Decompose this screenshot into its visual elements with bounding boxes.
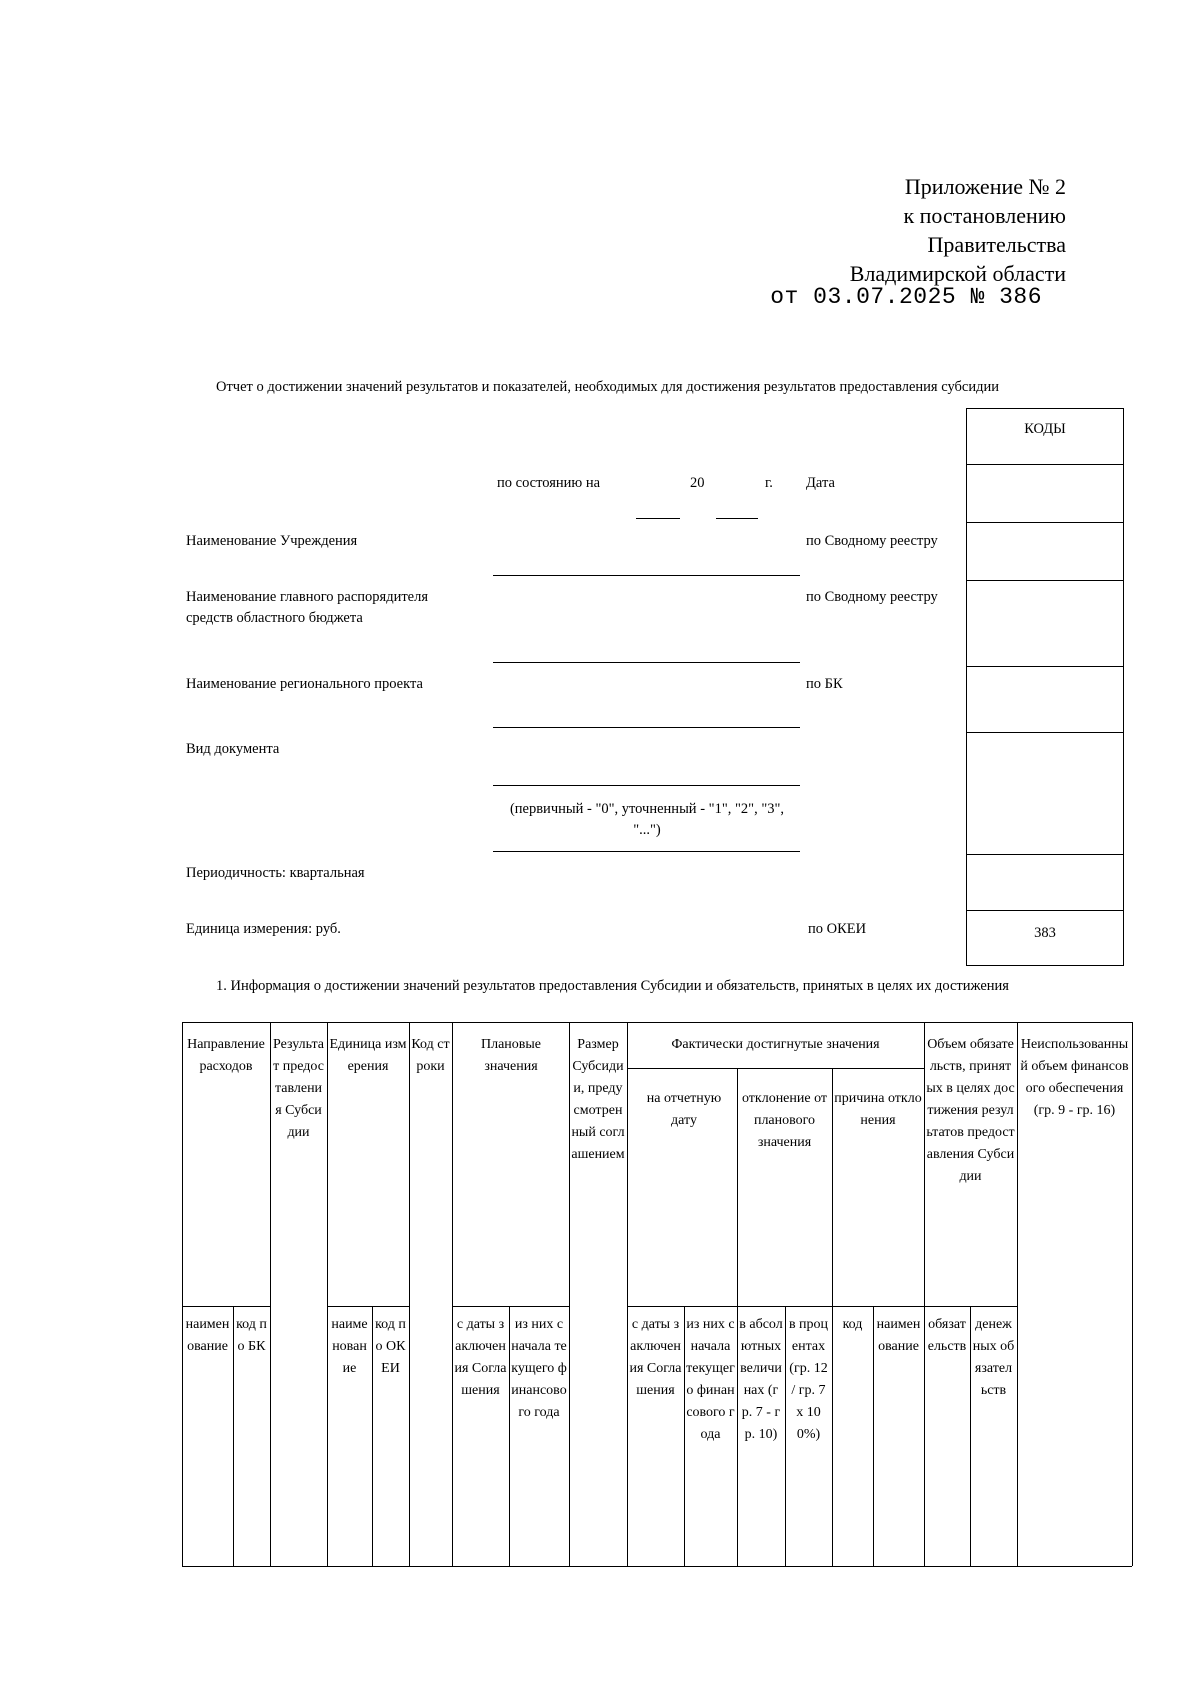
header-unused: Неиспользованный объем финансового обеспечения (гр. 9 - гр. 16) — [1020, 1037, 1129, 1118]
col-rule — [1132, 1022, 1133, 1566]
header-deviation: отклонение от планового значения — [741, 1091, 828, 1150]
codes-doctype-cell — [967, 733, 1123, 855]
col-rule — [509, 1306, 510, 1566]
col-rule — [182, 1022, 183, 1566]
codes-project-cell — [967, 667, 1123, 733]
codes-date-cell — [967, 465, 1123, 523]
header-planned: Плановые значения — [480, 1037, 542, 1074]
codes-manager-cell — [967, 581, 1123, 667]
header-actual: Фактически достигнутые значения — [671, 1037, 880, 1052]
sub-fact-year: из них с начала текущего финансового года — [686, 1317, 735, 1442]
header-rule-direction — [182, 1306, 270, 1307]
col-rule — [924, 1022, 925, 1566]
col-rule — [1017, 1022, 1018, 1566]
appendix-line-4: Владимирской области — [849, 261, 1066, 286]
project-code-label: по БК — [806, 676, 843, 692]
manager-code-label: по Сводному реестру — [806, 589, 938, 605]
col-rule — [452, 1022, 453, 1566]
sub-fact-since: с даты заключения Соглашения — [629, 1317, 682, 1398]
decree-date-number: от 03.07.2025 № 386 — [770, 284, 1042, 310]
sub-pct: в процентах (гр. 12 / гр. 7 x 100%) — [788, 1317, 829, 1442]
project-field-line — [493, 727, 800, 728]
header-result: Результат предоставления Субсидии — [273, 1037, 324, 1140]
col-rule — [327, 1022, 328, 1566]
col-rule — [684, 1306, 685, 1566]
institution-field-line — [493, 575, 800, 576]
doctype-hint-line — [493, 851, 800, 852]
periodicity-label: Периодичность: квартальная — [186, 865, 365, 881]
doctype-label: Вид документа — [186, 741, 280, 757]
col-rule — [737, 1068, 738, 1566]
table-top-border — [182, 1022, 1132, 1023]
col-rule — [785, 1306, 786, 1566]
as-of-label: по состоянию на — [497, 475, 601, 491]
header-rule-planned — [452, 1306, 569, 1307]
codes-box — [966, 408, 1124, 966]
sub-obligations: обязательств — [927, 1317, 967, 1354]
sub-reason-code: код — [842, 1317, 863, 1332]
header-subsidy-size: Размер Субсидии, предусмотренный соглашением — [571, 1037, 625, 1162]
okei-label: по ОКЕИ — [808, 921, 867, 937]
header-rule-actual — [627, 1306, 1017, 1307]
institution-code-label: по Сводному реестру — [806, 533, 938, 549]
report-title: Отчет о достижении значений результатов и показателей, необходимых для достижения результатов предоставления субсидии — [216, 379, 999, 395]
col-rule — [409, 1022, 410, 1566]
sub-name: наименование — [185, 1317, 230, 1354]
codes-okei-cell: 383 — [1034, 925, 1056, 941]
year-suffix: г. — [765, 475, 773, 491]
project-label: Наименование регионального проекта — [186, 676, 423, 692]
sub-unit-name: наименование — [331, 1317, 368, 1376]
doctype-hint: (первичный - "0", уточненный - "1", "2", "3", "...") — [509, 801, 785, 838]
appendix-line-2: к постановлению — [903, 203, 1066, 228]
sub-reason-name: наименование — [876, 1317, 921, 1354]
manager-label: Наименование главного распорядителя средств областного бюджета — [186, 589, 429, 626]
unit-label: Единица измерения: руб. — [186, 921, 341, 937]
year-prefix: 20 — [690, 475, 705, 491]
appendix-line-3: Правительства — [927, 232, 1066, 257]
codes-periodicity-cell — [967, 855, 1123, 911]
col-rule — [627, 1022, 628, 1566]
year-blank — [716, 518, 758, 519]
institution-label: Наименование Учреждения — [186, 533, 358, 549]
codes-title: КОДЫ — [967, 409, 1123, 465]
actual-group-rule — [627, 1068, 924, 1069]
manager-field-line — [493, 662, 800, 663]
header-on-date: на отчетную дату — [646, 1091, 722, 1128]
section-1-title: 1. Информация о достижении значений результатов предоставления Субсидии и обязательств, принятых в целях их достижения — [216, 978, 1009, 994]
day-month-blank — [636, 518, 680, 519]
sub-abs: в абсолютных величинах (гр. 7 - гр. 10) — [739, 1317, 783, 1442]
codes-institution-cell — [967, 523, 1123, 581]
col-rule — [270, 1022, 271, 1566]
sub-bk-code: код по БК — [236, 1317, 267, 1354]
col-rule — [873, 1306, 874, 1566]
appendix-title: Приложение № 2 — [904, 174, 1066, 199]
col-rule — [569, 1022, 570, 1566]
col-rule — [832, 1068, 833, 1566]
results-table — [182, 1022, 1132, 1566]
sub-okei-code: код по ОКЕИ — [375, 1317, 406, 1376]
header-obligations: Объем обязательств, принятых в целях достижения результатов предоставления Субсидии — [926, 1037, 1015, 1184]
header-rule-unit — [327, 1306, 409, 1307]
header-unit: Единица измерения — [329, 1037, 407, 1074]
doctype-field-line — [493, 785, 800, 786]
date-code-label: Дата — [806, 475, 835, 491]
header-line-code: Код строки — [411, 1037, 450, 1074]
header-reason: причина отклонения — [834, 1091, 922, 1128]
col-rule — [970, 1306, 971, 1566]
sub-plan-since: с даты заключения Соглашения — [454, 1317, 507, 1398]
table-bottom-border — [182, 1566, 1132, 1567]
sub-plan-year: из них с начала текущего финансового года — [511, 1317, 567, 1420]
sub-money-obligations: денежных обязательств — [972, 1317, 1015, 1398]
col-rule — [233, 1306, 234, 1566]
col-rule — [372, 1306, 373, 1566]
header-direction: Направление расходов — [187, 1037, 265, 1074]
